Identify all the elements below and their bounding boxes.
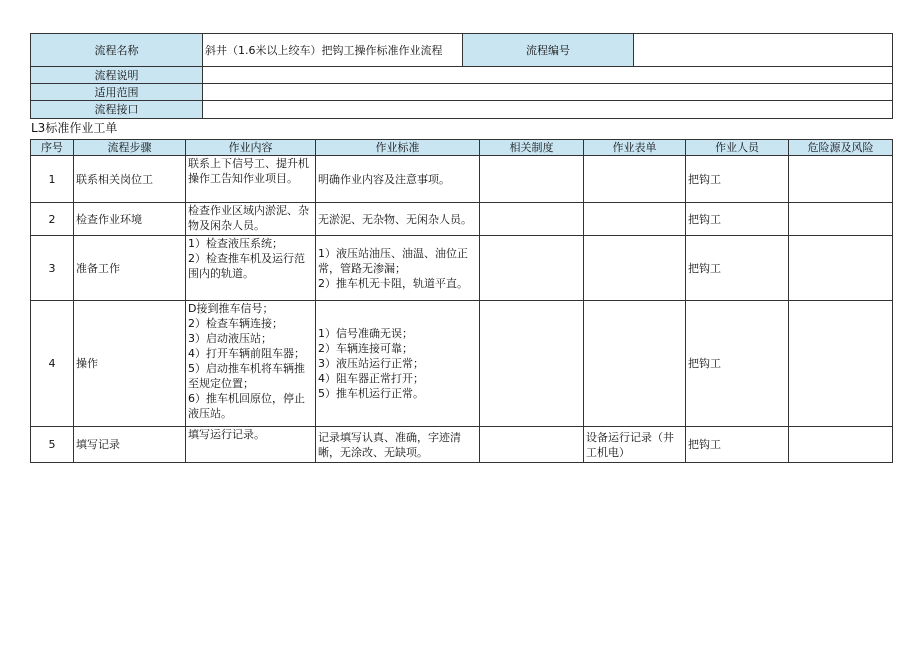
cell-content-line: 填写运行记录。: [188, 428, 265, 441]
col-header-no: 序号: [31, 140, 74, 156]
cell-standard: [316, 156, 480, 203]
cell-regulation: [480, 156, 584, 203]
table-row: [31, 301, 893, 427]
cell-step: 填写记录: [74, 427, 186, 463]
scope-value: [203, 84, 893, 101]
col-header-form: 作业表单: [584, 140, 686, 156]
cell-regulation: [480, 236, 584, 301]
cell-step: 操作: [74, 301, 186, 427]
cell-content-line: D接到推车信号；: [188, 302, 274, 315]
process-name-label: 流程名称: [31, 34, 203, 67]
cell-form: 设备运行记录（井工机电）: [584, 427, 686, 463]
cell-standard-line: 2）车辆连接可靠；: [318, 342, 413, 355]
cell-staff: 把钩工: [686, 301, 789, 427]
col-header-content: 作业内容: [186, 140, 316, 156]
cell-standard-line: 3）液压站运行正常；: [318, 357, 424, 370]
section-title: L3标准作业工单: [31, 121, 118, 135]
table-row: [31, 203, 893, 236]
cell-risk: [789, 236, 893, 301]
cell-content-line: 2）检查推车机及运行范围内的轨道。: [188, 252, 305, 280]
cell-content-line: 检查作业区域内淤泥、杂物及闲杂人员。: [188, 204, 309, 232]
cell-form: [584, 156, 686, 203]
cell-staff: 把钩工: [686, 236, 789, 301]
cell-step: 准备工作: [74, 236, 186, 301]
cell-risk: [789, 203, 893, 236]
cell-staff: 把钩工: [686, 203, 789, 236]
cell-standard-line: 1）信号准确无误；: [318, 327, 413, 340]
cell-form: [584, 203, 686, 236]
cell-content-line: 联系上下信号工、提升机操作工告知作业项目。: [188, 157, 309, 185]
cell-content: [186, 156, 316, 203]
cell-content-line: 1）检查液压系统；: [188, 237, 283, 250]
cell-no: 1: [31, 156, 74, 203]
cell-content: [186, 203, 316, 236]
sop-header-row: [31, 140, 893, 156]
cell-standard-line: 4）阻车器正常打开；: [318, 372, 424, 385]
col-header-risk: 危险源及风险: [789, 140, 893, 156]
cell-staff: 把钩工: [686, 156, 789, 203]
cell-risk: [789, 156, 893, 203]
cell-no: 5: [31, 427, 74, 463]
table-row: [31, 156, 893, 203]
cell-regulation: [480, 203, 584, 236]
process-no-value: [634, 34, 893, 67]
cell-no: 2: [31, 203, 74, 236]
scope-label: 适用范围: [31, 84, 203, 101]
cell-standard: [316, 203, 480, 236]
cell-standard-line: 1）液压站油压、油温、油位正常，管路无渗漏；: [318, 246, 468, 275]
cell-no: 3: [31, 236, 74, 301]
sop-table: [30, 139, 893, 463]
cell-risk: [789, 301, 893, 427]
cell-staff: 把钩工: [686, 427, 789, 463]
cell-content-line: 4）打开车辆前阻车器；: [188, 347, 305, 360]
col-header-step: 流程步骤: [74, 140, 186, 156]
cell-content: [186, 301, 316, 427]
process-name-value: 斜井（1.6米以上绞车）把钩工操作标准作业流程: [203, 34, 463, 67]
col-header-standard: 作业标准: [316, 140, 480, 156]
cell-standard: [316, 236, 480, 301]
interface-label: 流程接口: [31, 101, 203, 119]
process-no-label: 流程编号: [463, 34, 634, 67]
col-header-regulation: 相关制度: [480, 140, 584, 156]
cell-content-line: 6）推车机回原位，停止液压站。: [188, 392, 305, 420]
cell-standard: [316, 301, 480, 427]
cell-standard-line: 明确作业内容及注意事项。: [318, 172, 450, 186]
cell-content: [186, 427, 316, 463]
cell-standard-line: 无淤泥、无杂物、无闲杂人员。: [318, 212, 472, 226]
cell-standard: [316, 427, 480, 463]
cell-step: 联系相关岗位工: [74, 156, 186, 203]
cell-standard-line: 记录填写认真、准确，字迹清晰，无涂改、无缺项。: [318, 430, 461, 459]
interface-value: [203, 101, 893, 119]
cell-form: [584, 301, 686, 427]
cell-no: 4: [31, 301, 74, 427]
cell-regulation: [480, 301, 584, 427]
process-desc-label: 流程说明: [31, 67, 203, 84]
cell-risk: [789, 427, 893, 463]
cell-form: [584, 236, 686, 301]
cell-step: 检查作业环境: [74, 203, 186, 236]
cell-content-line: 3）启动液压站；: [188, 332, 272, 345]
cell-standard-line: 2）推车机无卡阻，轨道平直。: [318, 276, 468, 290]
cell-standard-line: 5）推车机运行正常。: [318, 387, 424, 400]
cell-content-line: 5）启动推车机将车辆推至规定位置；: [188, 362, 305, 390]
process-header-table: [30, 33, 893, 119]
table-row: [31, 236, 893, 301]
process-desc-value: [203, 67, 893, 84]
col-header-staff: 作业人员: [686, 140, 789, 156]
cell-content-line: 2）检查车辆连接；: [188, 317, 283, 330]
cell-regulation: [480, 427, 584, 463]
table-row: [31, 427, 893, 463]
cell-content: [186, 236, 316, 301]
